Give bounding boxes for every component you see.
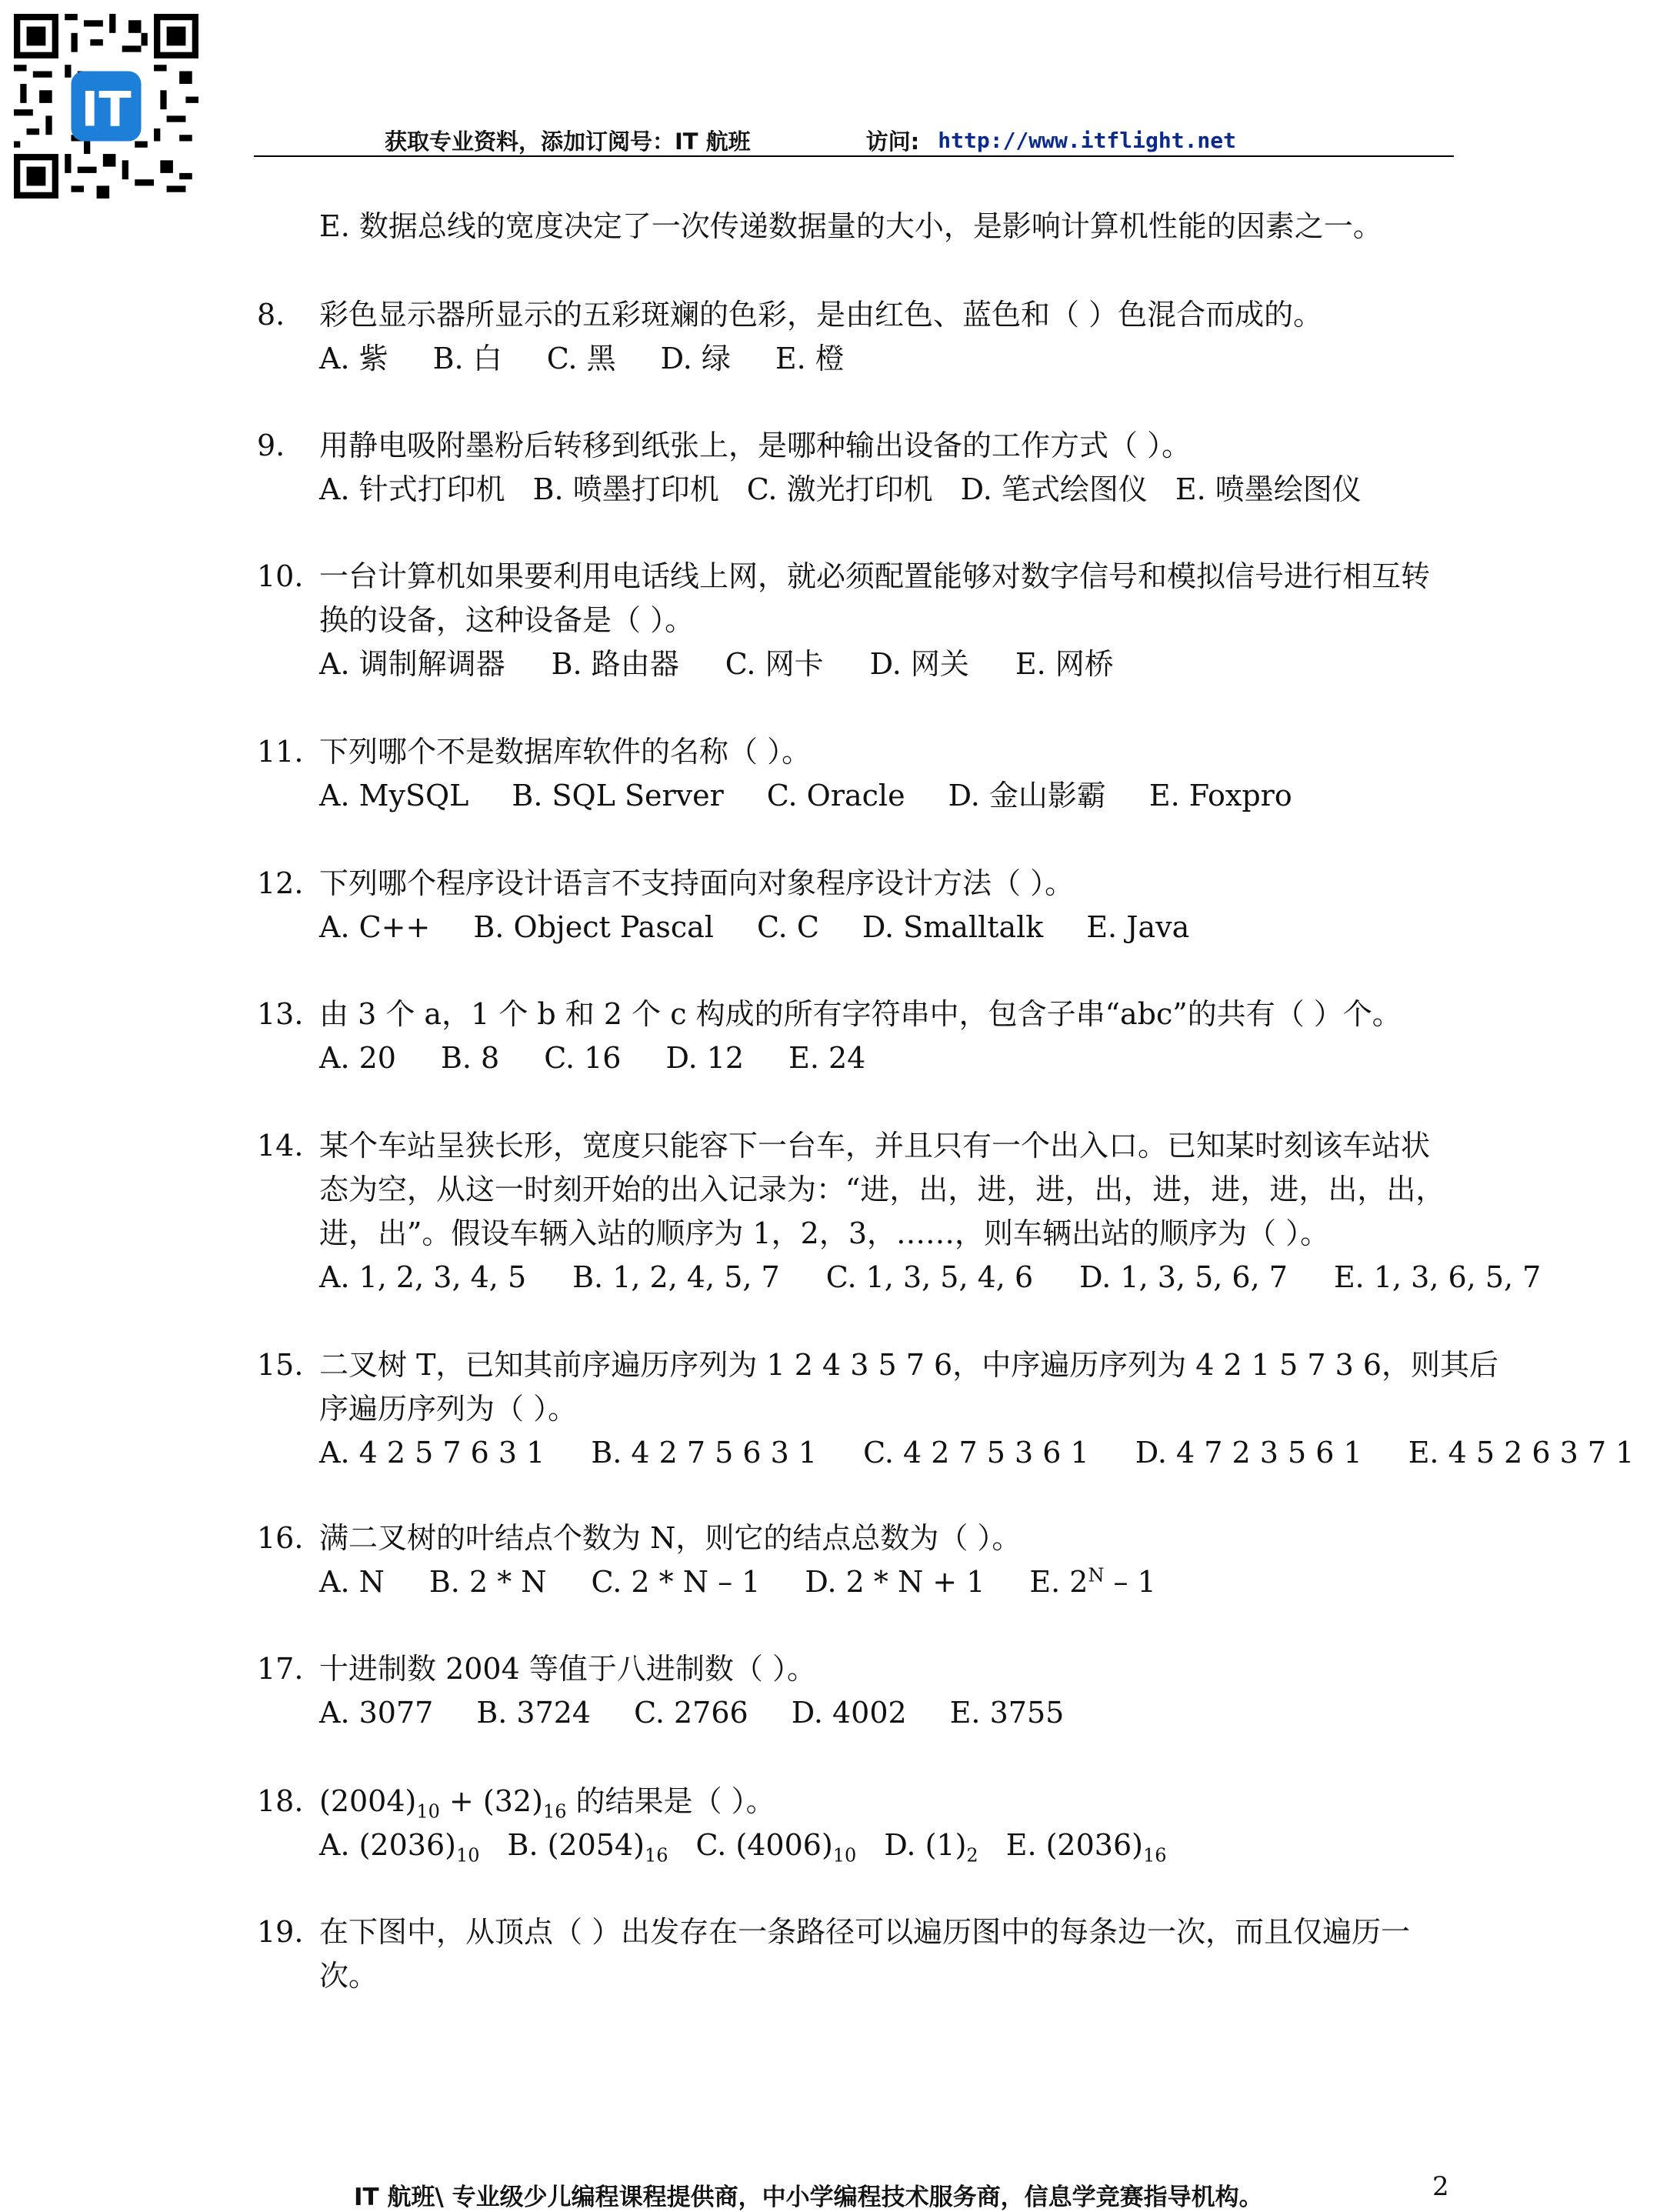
question-stem-line: 十进制数 2004 等值于八进制数（ ）。 — [319, 1652, 816, 1686]
answer-option: C. 16 — [544, 1041, 622, 1075]
question-stem-line: 用静电吸附墨粉后转移到纸张上，是哪种输出设备的工作方式（ ）。 — [319, 429, 1192, 462]
footer-text: IT 航班\ 专业级少儿编程课程提供商，中小学编程技术服务商，信息学竞赛指导机构。 — [354, 2184, 1263, 2211]
answer-option: A. $(2036)_{10}$ — [319, 1828, 480, 1867]
answer-option: C. 2766 — [634, 1696, 748, 1730]
answer-option: C. 网卡 — [725, 647, 824, 681]
question-number: 10. — [257, 559, 304, 593]
answer-options — [319, 1694, 1107, 1731]
qr-code-image — [14, 14, 198, 199]
question-number: 12. — [257, 866, 304, 900]
answer-option: B. 3724 — [476, 1696, 592, 1730]
answer-option: E. 24 — [788, 1041, 866, 1075]
answer-option: D. 网关 — [869, 647, 969, 681]
answer-option: C. $(4006)_{10}$ — [695, 1828, 857, 1867]
question-stem-line: 序遍历序列为（ ）。 — [319, 1392, 578, 1426]
answer-option: E. Foxpro — [1148, 779, 1292, 812]
answer-options — [319, 909, 1232, 946]
answer-option: E. 喷墨绘图仪 — [1175, 472, 1362, 506]
question-stem-line: 在下图中，从顶点（ ）出发存在一条路径可以遍历图中的每条边一次，而且仅遍历一 — [319, 1915, 1411, 1949]
answer-option: D. 绿 — [660, 342, 731, 375]
answer-option: E. Java — [1086, 910, 1190, 944]
answer-option: C. Oracle — [766, 779, 905, 812]
question-stem-line: 由 3 个 a，1 个 b 和 2 个 c 构成的所有字符串中，包含子串“abc”的共有（ ）个。 — [319, 997, 1402, 1031]
answer-option: B. 2 * N — [428, 1565, 547, 1599]
answer-option: B. 白 — [432, 342, 502, 375]
svg-text:IT: IT — [81, 81, 132, 138]
answer-option: D. 4002 — [791, 1696, 907, 1730]
question-stem-line: 二叉树 T，已知其前序遍历序列为 1 2 4 3 5 7 6，中序遍历序列为 4 2 1 5 7 3 6，则其后 — [319, 1348, 1499, 1382]
question-number: 11. — [257, 735, 304, 769]
answer-option: C. 黑 — [546, 342, 616, 375]
answer-option: E. $(2036)_{16}$ — [1005, 1828, 1167, 1867]
question-stem-line: $(2004)_{10} + (32)_{16}$ 的结果是（ ）。 — [319, 1784, 775, 1823]
question-number: 9. — [257, 429, 285, 462]
answer-option: A. MySQL — [319, 779, 469, 812]
answer-option: C. 2 * N – 1 — [591, 1565, 761, 1599]
answer-option: E. 网桥 — [1015, 647, 1114, 681]
answer-option: D. $(1)_2$ — [884, 1828, 978, 1867]
answer-option: A. 4 2 5 7 6 3 1 — [319, 1436, 545, 1470]
answer-options — [319, 1259, 1587, 1296]
question-stem-line: 态为空，从这一时刻开始的出入记录为：“进，出，进，进，出，进，进，进，出，出， — [319, 1173, 1445, 1206]
header-promo: 获取专业资料，添加订阅号：IT 航班 — [385, 128, 751, 155]
answer-option: A. C++ — [319, 910, 431, 944]
question-stem-line: 某个车站呈狭长形，宽度只能容下一台车，并且只有一个出入口。已知某时刻该车站状 — [319, 1129, 1431, 1163]
answer-option: C. 4 2 7 5 3 6 1 — [863, 1436, 1089, 1470]
page-header — [385, 123, 1315, 157]
answer-option: B. 4 2 7 5 6 3 1 — [591, 1436, 818, 1470]
question-number: 15. — [257, 1348, 304, 1382]
question-number: 8. — [257, 298, 285, 332]
question-stem-line: 次。 — [319, 1959, 378, 1993]
answer-option: B. SQL Server — [512, 779, 724, 812]
question-stem-line: 满二叉树的叶结点个数为 N，则它的结点总数为（ ）。 — [319, 1521, 1022, 1555]
question-stem-line: 一台计算机如果要利用电话线上网，就必须配置能够对数字信号和模拟信号进行相互转 — [319, 559, 1431, 593]
answer-options — [319, 777, 1335, 814]
answer-option: C. 激光打印机 — [746, 472, 933, 506]
question-stem-line: 换的设备，这种设备是（ ）。 — [319, 603, 695, 637]
question-stem-line: 下列哪个程序设计语言不支持面向对象程序设计方法（ ）。 — [319, 866, 1075, 900]
answer-option: B. Object Pascal — [473, 910, 714, 944]
answer-option: D. 金山影霸 — [948, 779, 1106, 812]
answer-option: D. Smalltalk — [862, 910, 1044, 944]
question-number: 13. — [257, 997, 304, 1031]
answer-options — [319, 1434, 1680, 1471]
header-divider — [254, 155, 1454, 157]
answer-option: D. 2 * N + 1 — [805, 1565, 985, 1599]
answer-options — [319, 1827, 1195, 1867]
answer-option: A. 20 — [319, 1041, 396, 1075]
answer-options — [319, 471, 1389, 508]
answer-option: C. 1, 3, 5, 4, 6 — [825, 1260, 1034, 1294]
question-number: 16. — [257, 1521, 304, 1555]
question-stem-line: 下列哪个不是数据库软件的名称（ ）。 — [319, 735, 812, 769]
question-number: 19. — [257, 1915, 304, 1949]
answer-option: A. 针式打印机 — [319, 472, 505, 506]
question-number: 14. — [257, 1129, 304, 1163]
answer-option: D. 1, 3, 5, 6, 7 — [1079, 1260, 1288, 1294]
answer-option: E. $2^N - 1$ — [1029, 1564, 1156, 1599]
answer-option: E. 3755 — [949, 1696, 1065, 1730]
answer-option: D. 笔式绘图仪 — [960, 472, 1148, 506]
answer-option: B. $(2054)_{16}$ — [507, 1828, 668, 1867]
header-visit-label: 访问: — [865, 128, 920, 155]
answer-options — [319, 1039, 910, 1076]
answer-option: D. 4 7 2 3 5 6 1 — [1135, 1436, 1362, 1470]
question-number: 17. — [257, 1652, 304, 1686]
answer-option: B. 8 — [440, 1041, 500, 1075]
answer-option: B. 喷墨打印机 — [532, 472, 719, 506]
answer-option: C. C — [756, 910, 819, 944]
answer-option: D. 12 — [665, 1041, 745, 1075]
answer-option: A. 1, 2, 3, 4, 5 — [319, 1260, 527, 1294]
answer-option: A. 3077 — [319, 1696, 434, 1730]
answer-options — [319, 646, 1160, 682]
answer-options — [319, 340, 889, 377]
header-url-link[interactable]: http://www.itflight.net — [938, 127, 1237, 153]
answer-options — [319, 1563, 1201, 1600]
answer-option: A. N — [319, 1565, 385, 1599]
question-number: 18. — [257, 1784, 304, 1818]
question-stem-line: 进，出”。假设车辆入站的顺序为 1，2，3，……，则车辆出站的顺序为（ ）。 — [319, 1216, 1330, 1250]
answer-option: E. 4 5 2 6 3 7 1 — [1408, 1436, 1635, 1470]
answer-option: A. 紫 — [319, 342, 388, 375]
page-number: 2 — [1432, 2171, 1449, 2202]
answer-option: E. 橙 — [775, 342, 845, 375]
question-stem-line: E. 数据总线的宽度决定了一次传递数据量的大小，是影响计算机性能的因素之一。 — [319, 209, 1382, 243]
answer-option: A. 调制解调器 — [319, 647, 505, 681]
question-stem-line: 彩色显示器所显示的五彩斑斓的色彩，是由红色、蓝色和（ ）色混合而成的。 — [319, 298, 1323, 332]
answer-option: B. 1, 2, 4, 5, 7 — [572, 1260, 780, 1294]
answer-option: B. 路由器 — [551, 647, 679, 681]
answer-option: E. 1, 3, 6, 5, 7 — [1333, 1260, 1542, 1294]
